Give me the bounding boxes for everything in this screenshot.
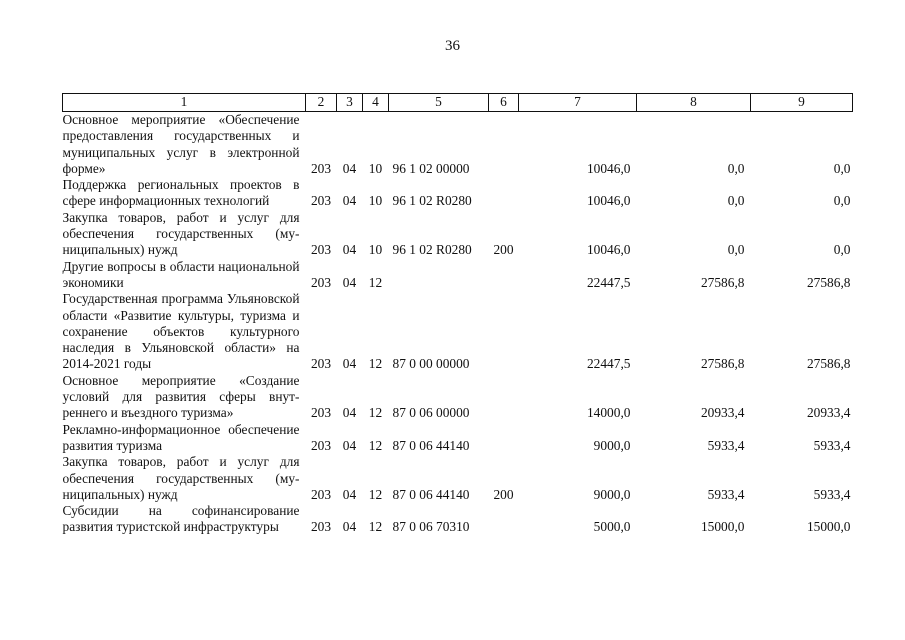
cell-col3: 04 [342,519,357,535]
cell-col5: 96 1 02 R0280 [392,242,472,258]
cell-col7: 9000,0 [593,486,631,502]
cell-col2: 203 [310,486,332,502]
column-header-6: 6 [489,94,519,112]
table-row [63,259,853,292]
cell-col5: 87 0 06 70310 [392,519,470,535]
cell-col3: 04 [342,437,357,453]
cell-col9: 15000,0 [806,519,851,535]
cell-col9: 20933,4 [806,405,851,421]
cell-col2: 203 [310,437,332,453]
cell-col3: 04 [342,193,357,209]
cell-col9: 5933,4 [813,486,851,502]
cell-col6 [489,422,519,455]
cell-col9: 5933,4 [813,437,851,453]
cell-col3: 04 [342,486,357,502]
column-header-2: 2 [306,94,337,112]
cell-col7: 22447,5 [586,274,631,290]
cell-col4: 12 [368,405,383,421]
cell-col7: 9000,0 [593,437,631,453]
cell-col7: 14000,0 [586,405,631,421]
header-row [63,94,853,112]
cell-col7: 10046,0 [586,160,631,176]
cell-col6 [489,177,519,210]
cell-col7: 5000,0 [593,519,631,535]
column-header-1: 1 [63,94,306,112]
cell-col6: 200 [493,486,514,502]
cell-col4: 10 [368,160,383,176]
cell-col5: 87 0 06 44140 [392,437,470,453]
row-name: Рекламно-информационное обеспечение развития туризма [62,421,300,453]
cell-col5 [389,259,489,292]
cell-col9: 0,0 [833,242,851,258]
cell-col8: 15000,0 [700,519,745,535]
cell-col8: 0,0 [727,242,745,258]
cell-col4: 12 [368,519,383,535]
column-header-4: 4 [363,94,389,112]
cell-col8: 0,0 [727,193,745,209]
cell-col8: 27586,8 [700,274,745,290]
table-row [63,373,853,422]
row-name: Закупка товаров, работ и услуг для обеспечения государственных (муниципальных) нужд [62,209,300,258]
cell-col9: 0,0 [833,160,851,176]
cell-col3: 04 [342,405,357,421]
cell-col4: 12 [368,274,383,290]
cell-col7: 10046,0 [586,242,631,258]
cell-col2: 203 [310,193,332,209]
row-name: Государственная программа Ульяновской области «Развитие культуры, туризма и сохранение объектов культурного наследия в Ульяновской области» на 2014-2021 годы [62,291,300,372]
cell-col2: 203 [310,160,332,176]
cell-col3: 04 [342,160,357,176]
cell-col4: 10 [368,242,383,258]
cell-col6 [489,373,519,422]
cell-col8: 5933,4 [707,486,745,502]
cell-col8: 20933,4 [700,405,745,421]
cell-col5: 96 1 02 00000 [392,160,470,176]
table-row [63,454,853,503]
table-row [63,177,853,210]
cell-col4: 10 [368,193,383,209]
row-name: Субсидии на софинансирование развития туристской инфраструктуры [62,503,300,535]
cell-col8: 5933,4 [707,437,745,453]
cell-col5: 87 0 06 00000 [392,405,470,421]
cell-col5: 96 1 02 R0280 [392,193,472,209]
cell-col2: 203 [310,405,332,421]
cell-col9: 27586,8 [806,356,851,372]
column-header-5: 5 [389,94,489,112]
cell-col9: 27586,8 [806,274,851,290]
cell-col6: 200 [493,242,514,258]
table-row [63,503,853,536]
cell-col4: 12 [368,486,383,502]
cell-col5: 87 0 06 44140 [392,486,470,502]
column-header-3: 3 [337,94,363,112]
table-row [63,291,853,372]
cell-col6 [489,503,519,536]
cell-col8: 27586,8 [700,356,745,372]
cell-col4: 12 [368,356,383,372]
cell-col7: 10046,0 [586,193,631,209]
cell-col3: 04 [342,356,357,372]
table-row [63,422,853,455]
cell-col4: 12 [368,437,383,453]
cell-col2: 203 [310,242,332,258]
cell-col7: 22447,5 [586,356,631,372]
row-name: Закупка товаров, работ и услуг для обеспечения государственных (муниципальных) нужд [62,454,300,502]
page-number: 36 [445,38,460,54]
row-name: Основное мероприятие «Создание условий для развития сферы внутреннего и въездного туризма» [62,372,300,421]
column-header-7: 7 [519,94,637,112]
cell-col8: 0,0 [727,160,745,176]
column-header-9: 9 [751,94,853,112]
table-row [63,112,853,178]
row-name: Поддержка региональных проектов в сфере информационных технологий [62,177,300,209]
column-header-8: 8 [637,94,751,112]
cell-col2: 203 [310,356,332,372]
cell-col2: 203 [310,519,332,535]
cell-col3: 04 [342,242,357,258]
cell-col6 [489,259,519,292]
row-name: Основное мероприятие «Обеспечение предоставления государственных и муниципальных услуг в электронной форме» [62,112,300,176]
cell-col9: 0,0 [833,193,851,209]
cell-col3: 04 [342,274,357,290]
budget-table [62,93,853,536]
row-name: Другие вопросы в области национальной экономики [62,258,300,290]
table-row [63,210,853,259]
cell-col2: 203 [310,274,332,290]
cell-col5: 87 0 00 00000 [392,356,470,372]
cell-col6 [489,112,519,178]
cell-col6 [489,291,519,372]
